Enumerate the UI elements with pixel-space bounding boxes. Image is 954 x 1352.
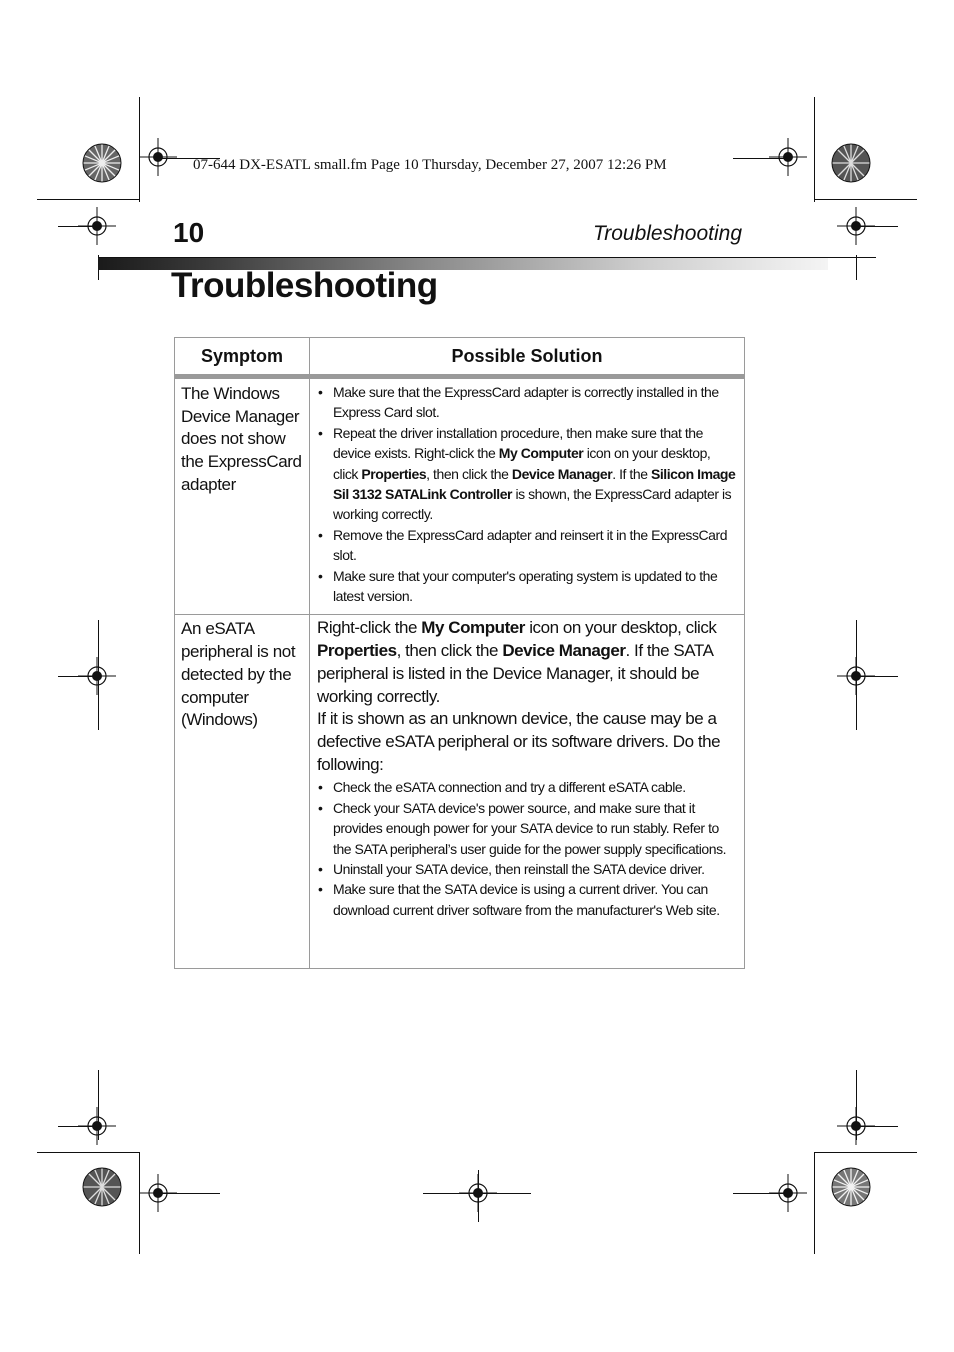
- bold-text: Device Manager: [511, 465, 613, 482]
- text-run: Check the eSATA connection and try a different eSATA cable.: [333, 779, 686, 796]
- bold-text: Properties: [317, 641, 397, 661]
- running-head: Troubleshooting: [592, 222, 742, 245]
- text-run: is shown, the ExpressCard adapter is working correctly.: [333, 486, 732, 523]
- bold-text: My Computer: [498, 445, 584, 462]
- solution-paragraphs: [317, 617, 738, 776]
- star-target-icon: [831, 143, 871, 183]
- text-run: Uninstall your SATA device, then reinstall the SATA device driver.: [333, 861, 705, 878]
- header-rule-line: [98, 257, 876, 258]
- list-item: [317, 382, 738, 423]
- text-run: Make sure that the SATA device is using a current driver. You can download current driver software from the manufacturer's Web site.: [333, 881, 720, 918]
- registration-mark-icon: [769, 138, 807, 176]
- slug-line: 07-644 DX-ESATL small.fm Page 10 Thursday, December 27, 2007 12:26 PM: [193, 157, 667, 173]
- text-run: , then click the: [396, 641, 503, 661]
- text-run: Make sure that the ExpressCard adapter is correctly installed in the Express Card slot.: [333, 384, 719, 421]
- page-title: Troubleshooting: [171, 266, 438, 305]
- star-target-icon: [82, 1167, 122, 1207]
- list-item: [317, 879, 738, 920]
- bold-text: My Computer: [421, 618, 525, 638]
- text-run: , then click the: [426, 465, 512, 482]
- table-row: [175, 377, 745, 615]
- solution-list: [317, 382, 738, 606]
- table-row: [175, 615, 745, 969]
- bold-text: Properties: [361, 465, 427, 482]
- registration-mark-icon: [139, 138, 177, 176]
- page-number: 10: [173, 217, 205, 248]
- symptom-cell: An eSATA peripheral is not detected by the computer (Windows): [175, 615, 310, 969]
- text-run: . If the: [612, 465, 651, 482]
- text-run: If it is shown as an unknown device, the cause may be a defective eSATA peripheral or its software drivers. Do the following:: [317, 709, 721, 774]
- text-run: icon on your desktop, click: [333, 445, 711, 482]
- list-item: [317, 423, 738, 525]
- text-run: Make sure that your computer's operating system is updated to the latest version.: [333, 567, 718, 605]
- solution-paragraph: [317, 617, 738, 708]
- text-run: Check your SATA device's power source, and make sure that it provides enough power for your SATA device to run stably. Refer to the SATA peripheral’s user guide for the power supply specifications.: [333, 799, 727, 857]
- solution-paragraph: [317, 708, 738, 776]
- solution-cell: [310, 615, 745, 969]
- text-run: Right-click the: [317, 618, 422, 638]
- table-header-row: [175, 338, 745, 377]
- list-item: [317, 566, 738, 607]
- text-run: icon on your desktop, click: [524, 618, 717, 638]
- list-item: [317, 525, 738, 566]
- troubleshooting-table: [174, 337, 745, 969]
- text-run: Remove the ExpressCard adapter and reinsert it in the ExpressCard slot.: [333, 526, 728, 564]
- solution-cell: [310, 377, 745, 615]
- solution-header: Possible Solution: [310, 338, 745, 377]
- text-run: Repeat the driver installation procedure, then make sure that the device exists. Right-click the: [333, 424, 703, 462]
- list-item: [317, 859, 738, 879]
- solution-list: [317, 777, 738, 920]
- text-run: . If the SATA peripheral is listed in the Device Manager, it should be working correctly.: [317, 641, 713, 706]
- star-target-icon: [82, 143, 122, 183]
- bold-text: Device Manager: [502, 641, 626, 661]
- list-item: [317, 777, 738, 797]
- list-item: [317, 798, 738, 859]
- symptom-header: Symptom: [175, 338, 310, 377]
- symptom-cell: The Windows Device Manager does not show the ExpressCard adapter: [175, 377, 310, 615]
- star-target-icon: [831, 1167, 871, 1207]
- bold-text: Silicon Image Sil 3132 SATALink Controller: [333, 465, 736, 503]
